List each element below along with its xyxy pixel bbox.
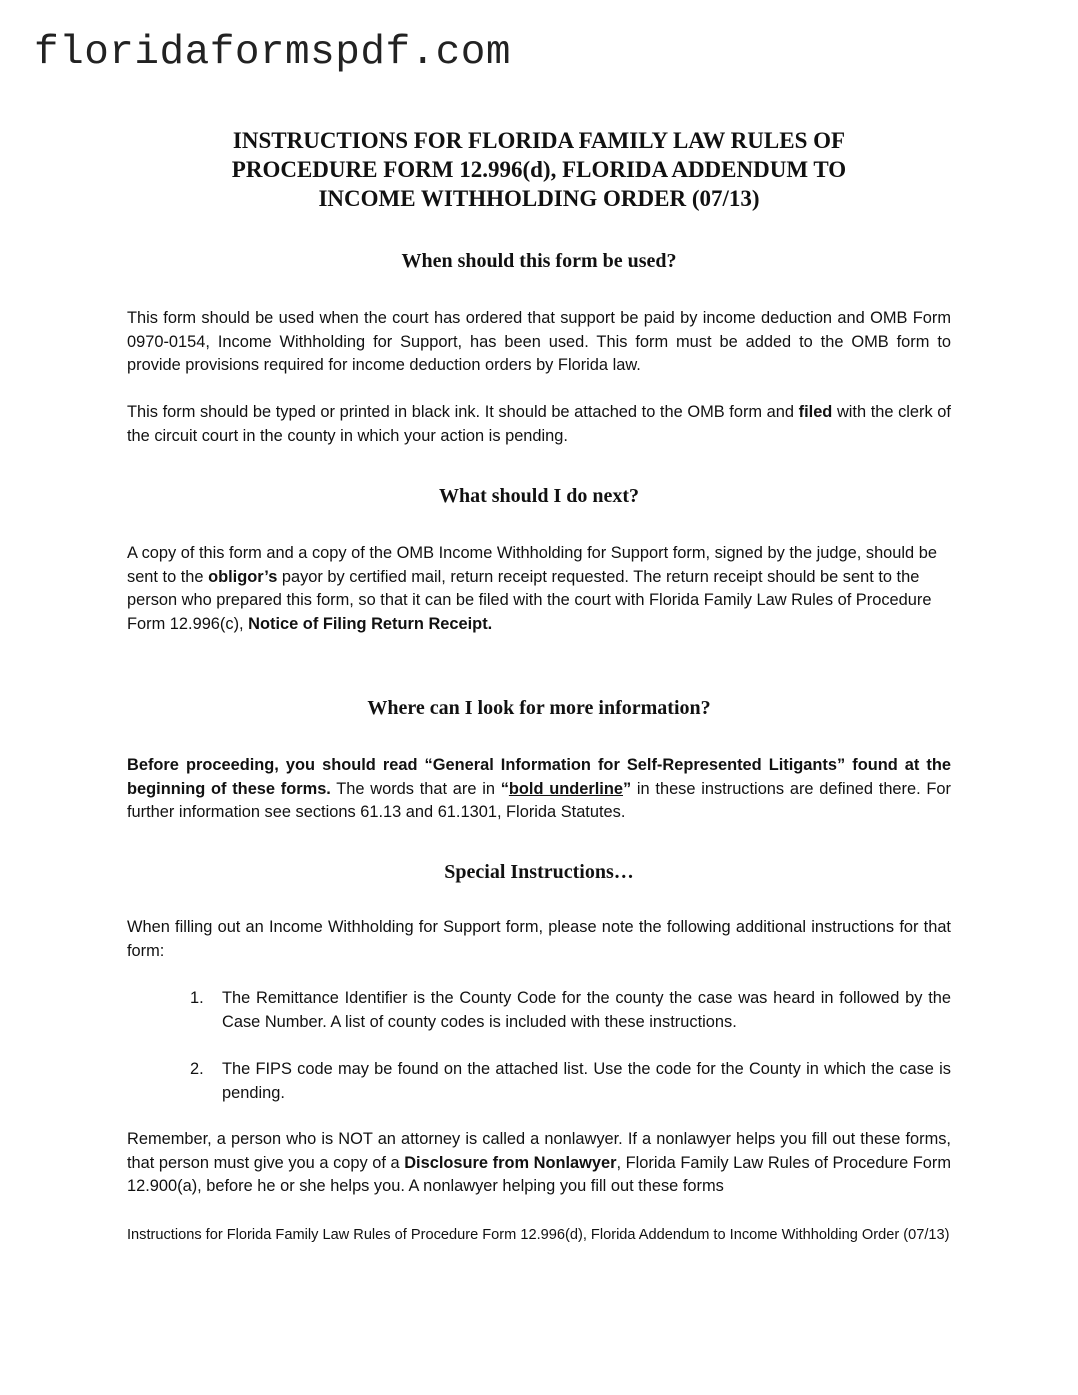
bold-underline-term: bold underline [508, 779, 623, 798]
paragraph-nonlawyer [127, 1128, 951, 1199]
heading-more-information: Where can I look for more information? [367, 697, 711, 719]
title-line-1: INSTRUCTIONS FOR FLORIDA FAMILY LAW RULES OF [232, 128, 846, 153]
list-text: The FIPS code may be found on the attached list. Use the code for the County in which the case is pending. [222, 1060, 951, 1102]
text: The words that are in [330, 779, 501, 798]
title-line-3: INCOME WITHHOLDING ORDER (07/13) [318, 186, 760, 211]
heading-when-used: When should this form be used? [401, 250, 677, 272]
text: Remember, a person who is NOT an attorney is called a nonlawyer. If a nonlawyer helps you fill out these forms, that person must give you a copy of a [127, 1130, 951, 1172]
text: A copy of this form and a copy of the OMB Income Withholding for Support form, signed by the judge, should be sent to the [127, 544, 937, 586]
heading-what-next: What should I do next? [438, 485, 640, 507]
list-number: 2. [190, 1060, 204, 1078]
watermark: floridaformspdf.com [34, 30, 511, 76]
paragraph-when-used: This form should be used when the court has ordered that support be paid by income deduction and OMB Form 0970-0154, Income Withholding for Support, has been used. This form must be added to the OMB form to provide provisions required for income deduction orders by Florida law. [127, 309, 951, 375]
quote-close: ” [622, 779, 632, 798]
bold-term-notice-of-filing: Notice of Filing Return Receipt. [248, 615, 493, 634]
paragraph-what-next [127, 542, 951, 637]
bold-before-proceeding: Before proceeding, you should read “General Information for Self-Represented Litigants” found at the beginning of these forms. [127, 756, 951, 798]
text: in these instructions are defined there. For further information see sections 61.13 and 61.1301, Florida Statutes. [127, 779, 951, 822]
text: with the clerk of the circuit court in the county in which your action is pending. [127, 403, 951, 445]
text: , Florida Family Law Rules of Procedure Form 12.900(a), before he or she helps you. A nonlawyer helping you fill out these forms [127, 1153, 951, 1196]
page-footer: Instructions for Florida Family Law Rules of Procedure Form 12.996(d), Florida Addendum to Income Withholding Order (07/13) [127, 1227, 950, 1243]
text: payor by certified mail, return receipt requested. The return receipt should be sent to the person who prepared this form, so that it can be filed with the court with Florida Family Law Rules of Procedure Form 12.996(c), [127, 567, 932, 634]
heading-special-instructions: Special Instructions… [444, 861, 634, 883]
quote-open: “ [500, 779, 509, 798]
list-item [190, 1058, 951, 1105]
text: This form should be typed or printed in black ink. It should be attached to the OMB form and [127, 403, 799, 421]
bold-term-disclosure: Disclosure from Nonlawyer [404, 1153, 617, 1172]
title-line-2: PROCEDURE FORM 12.996(d), FLORIDA ADDENDUM TO [231, 157, 847, 182]
paragraph-typed-printed [127, 401, 951, 448]
list-number: 1. [190, 989, 204, 1007]
list-text: The Remittance Identifier is the County Code for the county the case was heard in followed by the Case Number. A list of county codes is included with these instructions. [222, 989, 951, 1031]
document-title [127, 126, 951, 213]
bold-term-obligor: obligor’s [208, 567, 278, 586]
paragraph-more-information [127, 754, 951, 825]
list-item [190, 987, 951, 1034]
bold-term-filed: filed [798, 403, 833, 421]
paragraph-special-intro: When filling out an Income Withholding for Support form, please note the following additional instructions for that form: [127, 918, 951, 960]
